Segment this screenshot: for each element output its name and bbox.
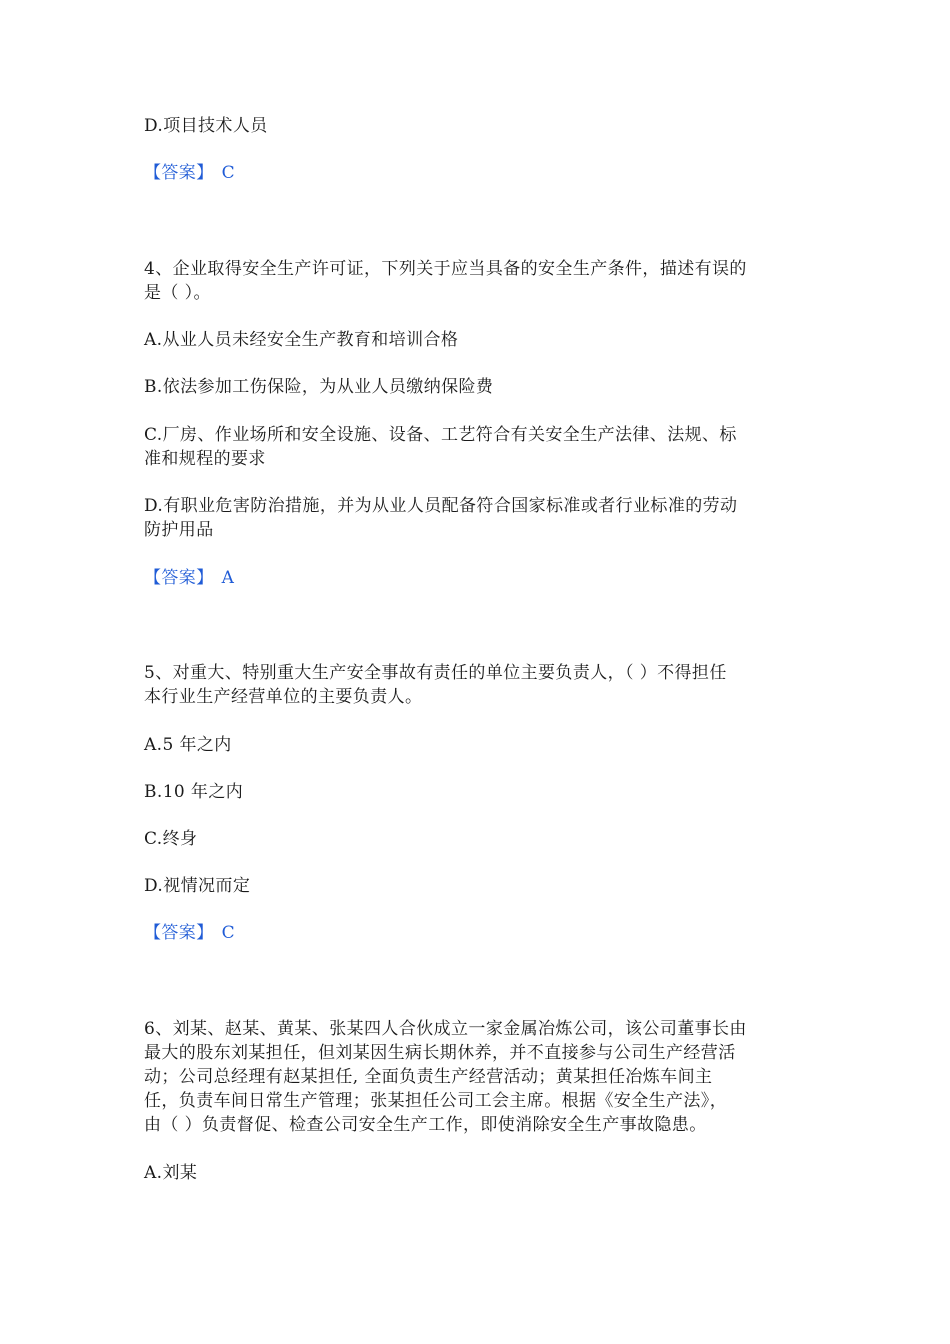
- q3-answer: [144, 161, 804, 185]
- q4-option-a: A.从业人员未经安全生产教育和培训合格: [144, 330, 459, 350]
- q4-answer: [144, 566, 804, 590]
- q6-stem-line2: 最大的股东刘某担任，但刘某因生病长期休养，并不直接参与公司生产经营活: [144, 1043, 736, 1063]
- q4-option-c-line2: 准和规程的要求: [144, 449, 266, 469]
- q5-stem-line2: 本行业生产经营单位的主要负责人。: [144, 687, 423, 707]
- q4-stem-line1: 4、企业取得安全生产许可证，下列关于应当具备的安全生产条件，描述有误的: [144, 259, 747, 279]
- answer-value: A: [221, 568, 235, 588]
- answer-tag: 【答案】: [144, 163, 214, 183]
- q6-stem-line1: 6、刘某、赵某、黄某、张某四人合伙成立一家金属冶炼公司，该公司董事长由: [144, 1019, 747, 1039]
- q5-option-c: C.终身: [144, 829, 198, 849]
- q4-option-d-line1: D.有职业危害防治措施，并为从业人员配备符合国家标准或者行业标准的劳动: [144, 496, 738, 516]
- q4-option-b: B.依法参加工伤保险，为从业人员缴纳保险费: [144, 377, 494, 397]
- q4-option-c-line1: C.厂房、作业场所和安全设施、设备、工艺符合有关安全生产法律、法规、标: [144, 425, 737, 445]
- q5-option-d: D.视情况而定: [144, 876, 251, 896]
- q5-option-a: A.5 年之内: [144, 735, 232, 755]
- q6-stem-line3: 动；公司总经理有赵某担任, 全面负责生产经营活动；黄某担任冶炼车间主: [144, 1067, 713, 1087]
- q4-option-d-line2: 防护用品: [144, 520, 214, 540]
- q6-option-a: A.刘某: [144, 1163, 198, 1183]
- q6-stem-line5: 由（ ）负责督促、检查公司安全生产工作，即使消除安全生产事故隐患。: [144, 1115, 707, 1135]
- answer-value: C: [221, 163, 236, 183]
- q6-stem-line4: 任，负责车间日常生产管理；张某担任公司工会主席。根据《安全生产法》，: [144, 1091, 728, 1111]
- q5-answer: [144, 921, 804, 945]
- q5-stem-line1: 5、对重大、特别重大生产安全事故有责任的单位主要负责人，（ ）不得担任: [144, 663, 727, 683]
- q4-stem-line2: 是（ ）。: [144, 283, 211, 303]
- answer-tag: 【答案】: [144, 923, 214, 943]
- answer-tag: 【答案】: [144, 568, 214, 588]
- q5-option-b: B.10 年之内: [144, 782, 244, 802]
- q3-option-d: D.项目技术人员: [144, 116, 268, 136]
- answer-value: C: [221, 923, 236, 943]
